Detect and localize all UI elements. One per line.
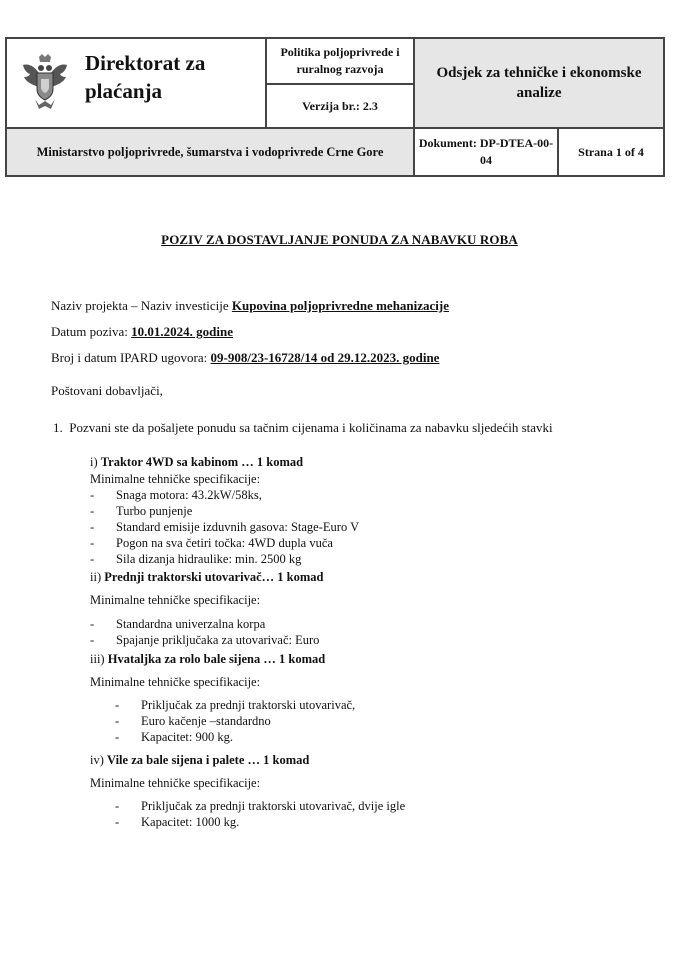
item-1-name: Traktor 4WD sa kabinom: [100, 455, 239, 469]
item-3-prefix: iii): [90, 652, 108, 666]
item-2-name: Prednji traktorski utovarivač…: [104, 570, 275, 584]
contract-label: Broj i datum IPARD ugovora:: [51, 350, 211, 365]
item-3-name: Hvataljka za rolo bale sijena: [107, 652, 261, 666]
document-header: [5, 37, 665, 177]
department-cell: Odsjek za tehničke i ekonomske analize: [415, 39, 663, 127]
project-label: Naziv projekta – Naziv investicije: [51, 298, 232, 313]
item-2-heading: [90, 570, 323, 585]
org-title: Direktorat za plaćanja: [85, 51, 206, 103]
date-label: Datum poziva:: [51, 324, 132, 339]
contract-value: 09-908/23-16728/14 od 29.12.2023. godine: [210, 350, 440, 365]
project-value: Kupovina poljoprivredne mehanizacije: [231, 298, 450, 313]
item-2-spec-label: Minimalne tehničke specifikacije:: [90, 593, 261, 607]
coat-of-arms-icon: [21, 53, 69, 113]
item-4-prefix: iv): [90, 753, 108, 767]
item-3-heading: [90, 652, 325, 667]
item-3-spec-label: Minimalne tehničke specifikacije:: [90, 675, 261, 689]
item-3-qty: … 1 komad: [260, 652, 326, 666]
item-4-spec-label: Minimalne tehničke specifikacije:: [90, 776, 261, 790]
item-1-qty: … 1 komad: [241, 455, 304, 469]
point-1: [53, 420, 553, 436]
item-4-heading: [90, 753, 309, 768]
document-title: POZIV ZA DOSTAVLJANJE PONUDA ZA NABAVKU ROBA: [161, 232, 518, 247]
logo-cell: [7, 39, 265, 127]
item-4-name: Vile za bale sijena i palete: [107, 753, 245, 767]
point-1-text: Pozvani ste da pošaljete ponudu sa tačnim cijenama i količinama za nabavku sljedećih stavki: [69, 420, 553, 435]
policy-cell: Politika poljoprivrede i ruralnog razvoja: [280, 45, 400, 76]
contract-line: [51, 350, 439, 366]
project-line: [51, 298, 449, 314]
page-number-cell: Strana 1 of 4: [578, 144, 644, 159]
date-line: [51, 324, 233, 340]
greeting: Poštovani dobavljači,: [51, 383, 163, 398]
document-number-cell: Dokument: DP-DTEA-00-04: [418, 136, 554, 167]
item-1-heading: [90, 455, 303, 470]
item-2-qty: 1 komad: [274, 570, 324, 584]
item-4-qty: … 1 komad: [244, 753, 310, 767]
ministry-cell: Ministarstvo poljoprivrede, šumarstva i vodoprivrede Crne Gore: [7, 129, 413, 175]
item-1-spec-label: Minimalne tehničke specifikacije:: [90, 472, 261, 486]
item-1-prefix: i): [90, 455, 101, 469]
point-1-number: 1.: [53, 420, 63, 435]
item-2-prefix: ii): [90, 570, 105, 584]
date-value: 10.01.2024. godine: [131, 324, 233, 339]
document-page: Direktorat za plaćanja Politika poljoprivrede i ruralnog razvoja Verzija br.: 2.3 Odsjek za tehničke i ekonomske analize Ministarstvo poljoprivrede, šumarstva i vodoprivrede Crne Gore Dokument: DP-DTEA-00-04 Strana 1 of 4 POZIV ZA DOSTAVLJANJE PONUDA ZA NABAVKU ROBA Naziv projekta – Naziv investicije Kupovina poljoprivredne mehanizacije Datum poziva: 10.01.2024. godine Broj i datum IPARD ugovora: 09-908/23-16728/14 od 29.12.2023. godine Poštovani dobavljači, 1. Pozvani ste da pošaljete ponudu sa tačnim cijenama i količinama za nabavku sljedećih stavki i) Traktor 4WD sa kabinom … 1 komad Minimalne tehničke specifikacije: - Snaga motora: 43.2kW/58ks, - Turbo punjenje - Standard emisije izduvnih gasova: Stage-Euro V - Pogon na sva četiri točka: 4WD dupla vuča - Sila dizanja hidraulike: min. 2500 kg ii) Prednji traktorski utovarivač… 1 komad Minimalne tehničke specifikacije: - Standardna univerzalna korpa - Spajanje priključaka za utovarivač: Euro iii) Hvataljka za rolo bale sijena … 1 komad Minimalne tehničke specifikacije: - Priključak za prednji traktorski utovarivač, - Euro kačenje –standardno - Kapacitet: 900 kg. iv) Vile za bale sijena i palete … 1 komad Minimalne tehničke specifikacije: - Priključak za prednji traktorski utovarivač, dvije igle - Kapacitet: 1000 kg.: [0, 0, 679, 960]
version-cell: Verzija br.: 2.3: [302, 98, 378, 113]
